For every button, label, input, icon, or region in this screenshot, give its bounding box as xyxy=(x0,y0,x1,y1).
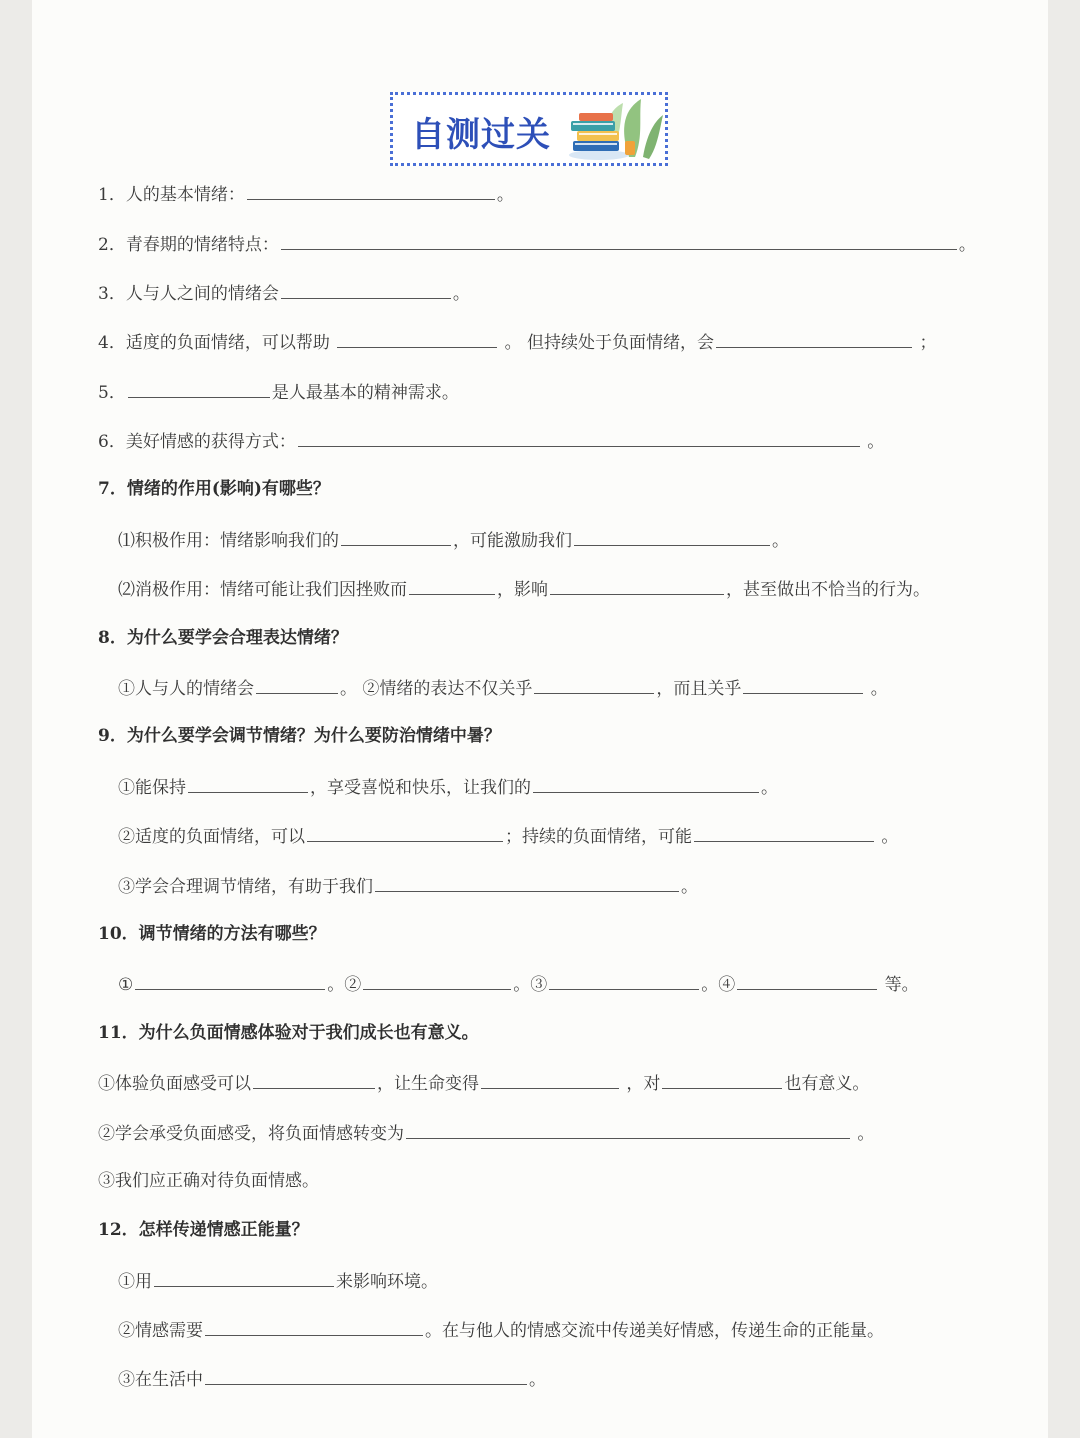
answer-blank[interactable] xyxy=(205,1317,423,1336)
question-6: 6．美好情感的获得方式： 。 xyxy=(98,428,884,454)
question-5: 5． 是人最基本的精神需求。 xyxy=(98,379,459,405)
question-8-items: ①人与人的情绪会 。 ②情绪的表达不仅关乎 ，而且关乎 。 xyxy=(118,675,888,701)
answer-blank[interactable] xyxy=(135,971,325,990)
answer-blank[interactable] xyxy=(341,527,451,546)
answer-blank[interactable] xyxy=(247,181,495,200)
question-11-heading: 11．为什么负面情感体验对于我们成长也有意义。 xyxy=(98,1023,479,1043)
question-11-item-2: ②学会承受负面感受，将负面情感转变为 。 xyxy=(98,1120,874,1146)
answer-blank[interactable] xyxy=(550,576,724,595)
answer-blank[interactable] xyxy=(253,1070,375,1089)
answer-blank[interactable] xyxy=(662,1070,782,1089)
question-10-items: ① 。② 。③ 。④ 等。 xyxy=(118,971,919,997)
answer-blank[interactable] xyxy=(375,873,679,892)
question-7-heading: 7．情绪的作用(影响)有哪些？ xyxy=(98,479,330,499)
answer-blank[interactable] xyxy=(154,1268,334,1287)
question-11-item-3: ③我们应正确对待负面情感。 xyxy=(98,1171,319,1191)
question-12-item-3: ③在生活中 。 xyxy=(118,1366,546,1392)
answer-blank[interactable] xyxy=(694,823,874,842)
books-plant-illustration-icon xyxy=(559,97,665,163)
question-11-item-1: ①体验负面感受可以 ，让生命变得 ，对 也有意义。 xyxy=(98,1070,869,1096)
question-9-item-2: ②适度的负面情绪，可以 ；持续的负面情绪，可能 。 xyxy=(118,823,898,849)
answer-blank[interactable] xyxy=(716,329,912,348)
answer-blank[interactable] xyxy=(481,1070,619,1089)
answer-blank[interactable] xyxy=(549,971,699,990)
question-12-item-1: ①用 来影响环境。 xyxy=(118,1268,438,1294)
question-10-heading: 10．调节情绪的方法有哪些？ xyxy=(98,924,326,944)
answer-blank[interactable] xyxy=(188,774,308,793)
answer-blank[interactable] xyxy=(281,280,451,299)
answer-blank[interactable] xyxy=(534,675,654,694)
question-8-heading: 8．为什么要学会合理表达情绪？ xyxy=(98,628,348,648)
question-12-item-2: ②情感需要 。在与他人的情感交流中传递美好情感，传递生命的正能量。 xyxy=(118,1317,884,1343)
answer-blank[interactable] xyxy=(737,971,877,990)
answer-blank[interactable] xyxy=(337,329,497,348)
worksheet-page xyxy=(32,0,1048,1438)
question-9-item-1: ①能保持 ，享受喜悦和快乐，让我们的 。 xyxy=(118,774,778,800)
answer-blank[interactable] xyxy=(743,675,863,694)
question-1: 1．人的基本情绪： 。 xyxy=(98,181,514,207)
answer-blank[interactable] xyxy=(574,527,770,546)
answer-blank[interactable] xyxy=(281,231,957,250)
answer-blank[interactable] xyxy=(205,1366,527,1385)
question-7-item-2: ⑵消极作用：情绪可能让我们因挫败而 ，影响 ，甚至做出不恰当的行为。 xyxy=(118,576,930,602)
question-9-heading: 9．为什么要学会调节情绪？为什么要防治情绪中暑？ xyxy=(98,726,501,746)
answer-blank[interactable] xyxy=(409,576,495,595)
answer-blank[interactable] xyxy=(363,971,511,990)
section-title: 自测过关 xyxy=(411,115,551,155)
question-9-item-3: ③学会合理调节情绪，有助于我们 。 xyxy=(118,873,698,899)
question-7-item-1: ⑴积极作用：情绪影响我们的 ，可能激励我们 。 xyxy=(118,527,789,553)
answer-blank[interactable] xyxy=(533,774,759,793)
answer-blank[interactable] xyxy=(128,379,270,398)
answer-blank[interactable] xyxy=(406,1120,850,1139)
section-header-badge xyxy=(390,92,668,166)
answer-blank[interactable] xyxy=(256,675,338,694)
answer-blank[interactable] xyxy=(307,823,503,842)
question-12-heading: 12．怎样传递情感正能量？ xyxy=(98,1220,309,1240)
answer-blank[interactable] xyxy=(298,428,860,447)
question-4: 4．适度的负面情绪，可以帮助 。 但持续处于负面情绪，会 ； xyxy=(98,329,936,355)
question-3: 3．人与人之间的情绪会 。 xyxy=(98,280,470,306)
question-2: 2．青春期的情绪特点： 。 xyxy=(98,231,976,257)
